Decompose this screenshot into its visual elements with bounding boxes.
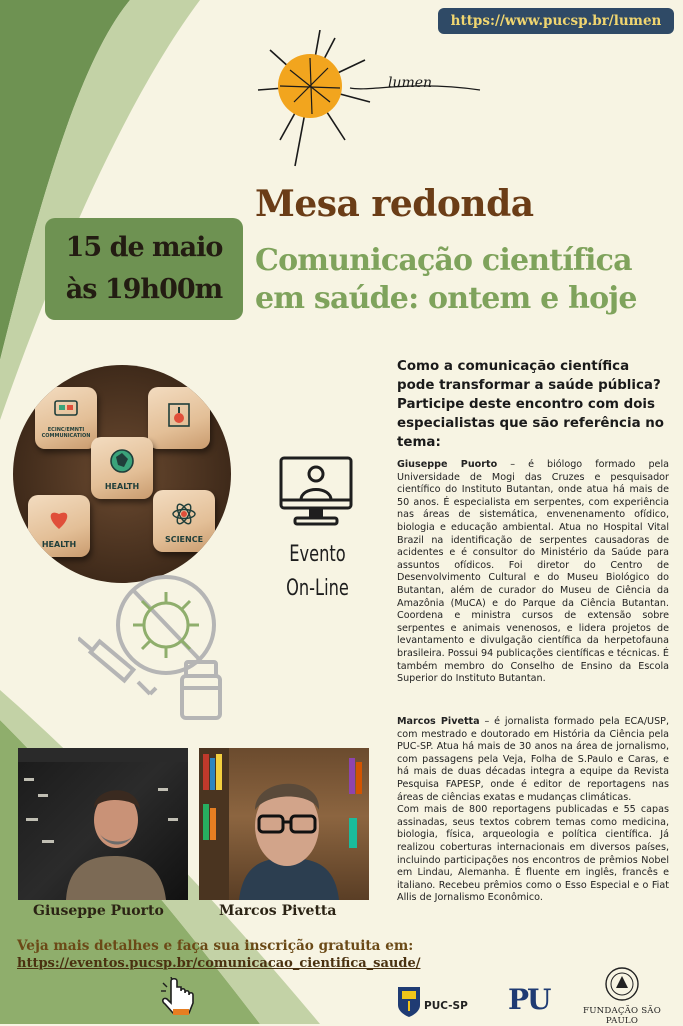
cube-lab — [148, 387, 210, 449]
date-box — [45, 218, 243, 320]
cube-world-health — [91, 437, 153, 499]
communication-icon — [52, 397, 80, 425]
pu-logo — [508, 983, 549, 1016]
registration-note: Veja mais detalhes e faça sua inscrição gratuita em: — [17, 938, 414, 954]
photo-marcos-pivetta — [199, 748, 369, 900]
cube-communication — [35, 387, 97, 449]
event-mode — [279, 538, 357, 606]
speaker-name: Marcos Pivetta — [397, 716, 480, 727]
speaker-bio-marcos — [397, 716, 669, 905]
pointer-hand-icon — [157, 977, 199, 1017]
health-science-cubes-image — [13, 365, 231, 583]
question-text: Como a comunicação científica pode transformar a saúde pública? — [397, 359, 661, 393]
lumen-logo — [250, 30, 490, 170]
virus-vaccine-icon — [78, 570, 238, 720]
seal-icon — [604, 966, 640, 1002]
heart-health-icon — [45, 505, 73, 533]
lab-icon — [165, 401, 193, 429]
online-monitor-icon — [279, 456, 353, 528]
cube-label: HEALTH — [41, 540, 77, 549]
invite-text: Participe deste encontro com dois especialistas que são referência no tema: — [397, 397, 665, 450]
speaker-bio-extra: Com mais de 800 reportagens publicadas e 55 capas assinadas, seus textos cobrem temas como medicina, biologia, física, arqueologia e política científica. Já realizou coberturas internacionais em diversos países, incluindo participações nos encontros de prêmios Nobel em Lindau, Alemanha. É fluente em inglês, francês e italiano. Recebeu prêmios como o Esso Especial e o Fiat Allis de Jornalismo Econômico. — [397, 804, 669, 904]
event-subtitle — [255, 242, 637, 318]
speaker-name: Giuseppe Puorto — [397, 459, 498, 470]
fundacao-sao-paulo-logo — [577, 966, 667, 1026]
event-mode-line-1: Evento — [289, 542, 346, 567]
atom-icon — [170, 500, 198, 528]
intro-question — [397, 357, 669, 452]
speaker-bio-giuseppe — [397, 459, 669, 686]
pu-wordmark: PU — [508, 983, 550, 1016]
photo-giuseppe-puorto — [18, 748, 188, 900]
cube-science — [153, 490, 215, 552]
event-title: Mesa redonda — [255, 183, 534, 225]
event-mode-line-2: On-Line — [286, 576, 349, 601]
cube-label: SCIENCE — [164, 535, 204, 544]
vial-icon — [182, 662, 220, 718]
website-url[interactable]: https://www.pucsp.br/lumen — [438, 8, 674, 34]
fundacao-sao-paulo-text: FUNDAÇÃO SÃO PAULO — [583, 1006, 661, 1026]
cube-heart-health — [28, 495, 90, 557]
cube-label: HEALTH — [104, 482, 140, 491]
speaker-bio-main — [397, 716, 669, 804]
speaker-bio-text: – é biólogo formado pela Universidade de Mogi das Cruzes e pesquisador científico do Instituto Butantan, onde atua há mais de 50 anos. É especialista em serpentes, com experiência nas áreas de sistemática, envenenamento ofídico, biologia e educação ambiental. Atua no Hospital Vital Brazil na identificação de serpentes causadoras de acidentes e é consultor do Ministério da Saúde para assuntos ofídicos. Foi diretor do Centro de Desenvolvimento Cultural e do Museu Biológico do Butantan, além de curador do Museu de Ciência da Amazônia (MuCA) e do Parque da Ciência Butantan. Coordena e ministra cursos de extensão sobre serpentes e animais venenosos, e lidera projetos de levantamento e divulgação científica da herpetofauna brasileira. Possui 94 publicações científicas e técnicas. É também membro do Conselho de Ensino da Escola Superior do Instituto Butantan. — [397, 459, 670, 685]
date-line: 15 de maio — [65, 232, 223, 263]
pucsp-text: PUC-SP — [424, 1000, 468, 1012]
world-health-icon — [108, 447, 136, 475]
caption-marcos: Marcos Pivetta — [219, 903, 337, 919]
cube-label: ECINC/EMNTI COMMUNICATION — [41, 427, 91, 439]
registration-link[interactable]: https://eventos.pucsp.br/comunicacao_cientifica_saude/ — [17, 956, 421, 971]
subtitle-line-1: Comunicação científica — [255, 243, 632, 278]
caption-giuseppe: Giuseppe Puorto — [33, 903, 164, 919]
time-line: às 19h00m — [65, 274, 223, 305]
speaker-bio-text: – é jornalista formado pela ECA/USP, com mestrado e doutorado em História da Ciência pela PUC-SP. Atua há mais de 30 anos na área de jornalismo, com passagens pela Veja, Folha de S.Paulo e Caras, e há mais de duas décadas integra a equipe da Revista Pesquisa FAPESP, onde é editor de reportagens nas áreas de ciências exatas e mudanças climáticas. — [397, 716, 669, 803]
subtitle-line-2: em saúde: ontem e hoje — [255, 281, 637, 316]
lumen-wordmark: lumen — [388, 75, 433, 91]
